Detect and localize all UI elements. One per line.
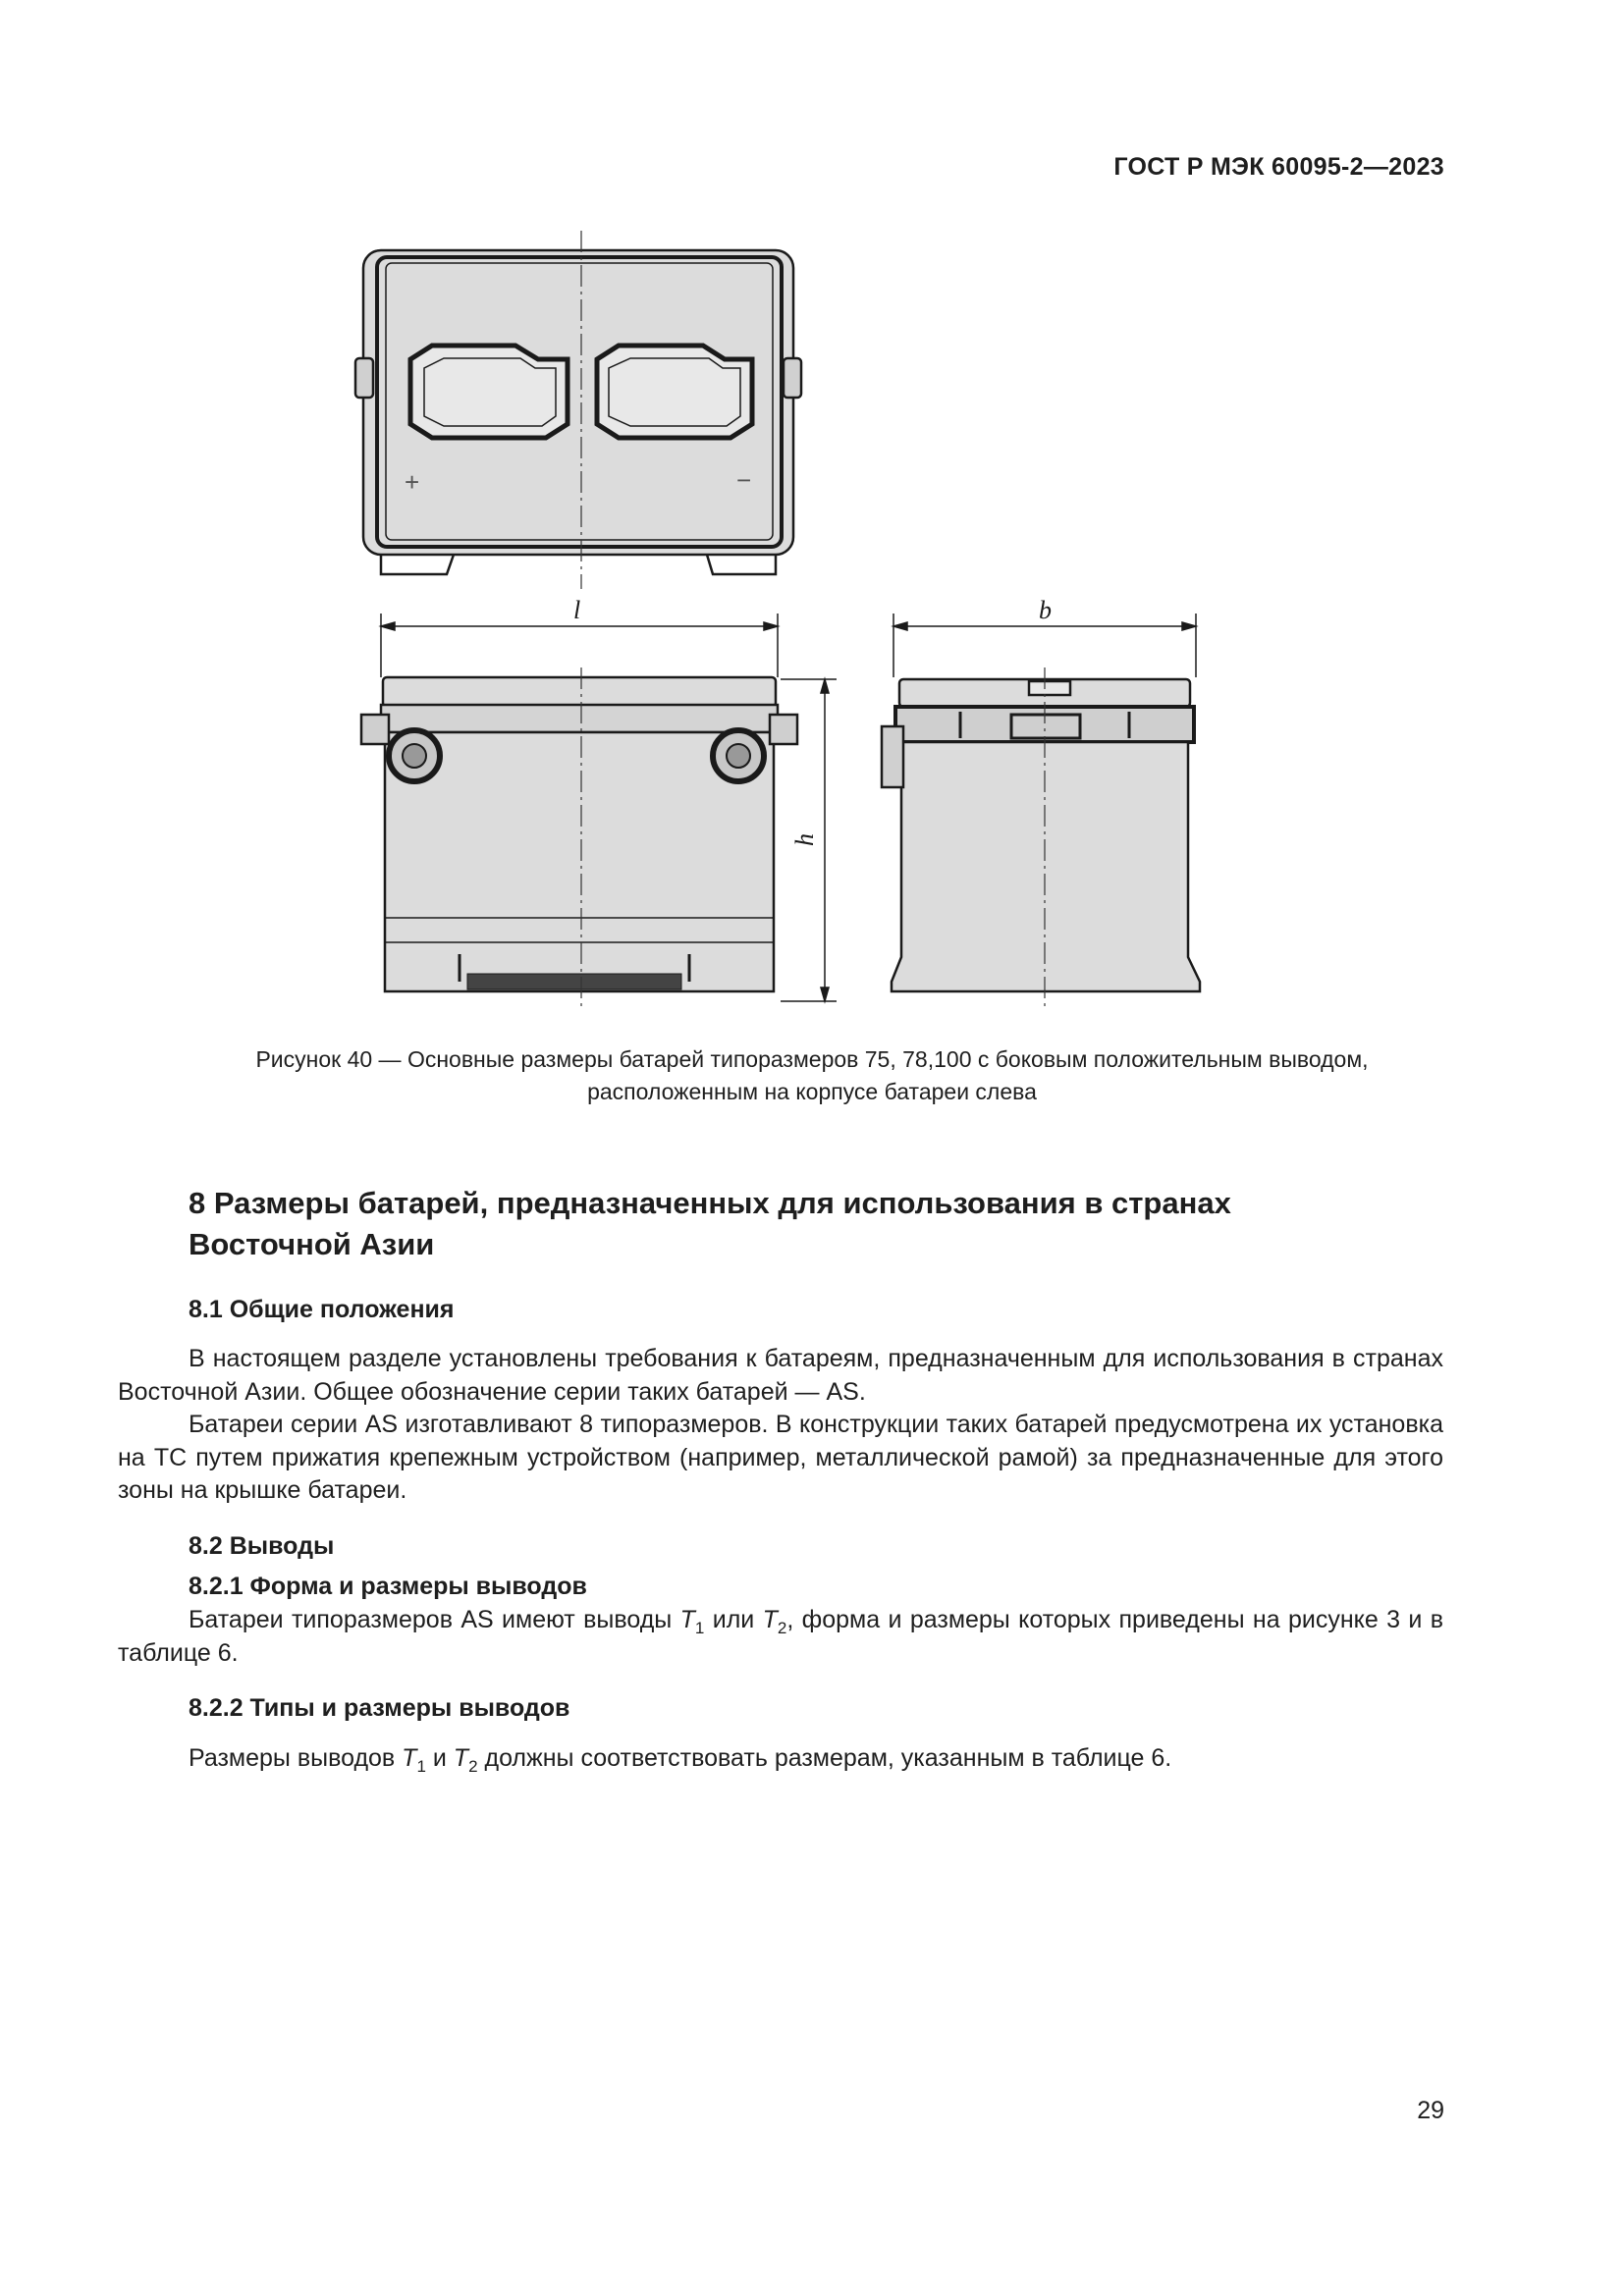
section-8-1-heading: 8.1 Общие положения [189, 1296, 455, 1323]
document-id: ГОСТ Р МЭК 60095-2—2023 [1113, 153, 1444, 181]
caption-line-2: расположенным на корпусе батареи слева [587, 1079, 1037, 1104]
section-8-title-line-2: Восточной Азии [189, 1227, 435, 1261]
dim-height-label: h [790, 833, 819, 846]
section-8-2-2-paragraph [118, 1742, 1443, 1776]
section-8-heading [189, 1183, 1465, 1265]
minus-sign: − [736, 465, 752, 495]
section-8-2-1-paragraph [118, 1604, 1443, 1670]
section-8-title-line-1: 8 Размеры батарей, предназначенных для использования в странах [189, 1186, 1231, 1220]
text-run: или [704, 1606, 763, 1633]
subscript: 2 [777, 1619, 787, 1637]
terminal-symbol: T [453, 1744, 469, 1772]
section-8-1-paragraph-2: Батареи серии AS изготавливают 8 типоразмеров. В конструкции таких батарей предусмотрена их установка на ТС путем прижатия крепежным устройством (например, металлической рамой) за предназначенные для этого зоны на крышке батареи. [118, 1411, 1443, 1504]
top-view [355, 250, 801, 574]
front-view [361, 677, 797, 991]
section-8-2-heading: 8.2 Выводы [189, 1532, 335, 1560]
text-run: , форма и размеры которых приведены на рисунке 3 и в таблице 6. [118, 1606, 1443, 1667]
section-8-2-2-heading: 8.2.2 Типы и размеры выводов [189, 1694, 570, 1722]
terminal-symbol: T [402, 1744, 417, 1772]
text-run: и [425, 1744, 454, 1772]
dim-length-label: l [573, 596, 581, 624]
dim-width-label: b [1039, 596, 1052, 624]
section-8-1-paragraph-1: В настоящем разделе установлены требования к батареям, предназначенным для использования в странах Восточной Азии. Общее обозначение серии таких батарей — AS. [118, 1345, 1443, 1406]
text-run: Размеры выводов [189, 1744, 403, 1772]
section-8-2-1-heading: 8.2.1 Форма и размеры выводов [189, 1573, 587, 1600]
plus-sign: + [405, 467, 420, 497]
caption-line-1: Рисунок 40 — Основные размеры батарей типоразмеров 75, 78,100 с боковым положительным выводом, [255, 1046, 1369, 1072]
terminal-symbol: T [762, 1606, 778, 1633]
text-run: Батареи типоразмеров AS имеют выводы [189, 1606, 680, 1633]
battery-drawing [0, 0, 1624, 1041]
subscript: 2 [468, 1757, 478, 1776]
subscript: 1 [416, 1757, 426, 1776]
figure-caption [147, 1043, 1477, 1108]
page-number: 29 [1417, 2097, 1444, 2124]
subscript: 1 [694, 1619, 705, 1637]
text-run: должны соответствовать размерам, указанным в таблице 6. [477, 1744, 1172, 1772]
side-view [882, 679, 1200, 991]
terminal-symbol: T [679, 1606, 695, 1633]
